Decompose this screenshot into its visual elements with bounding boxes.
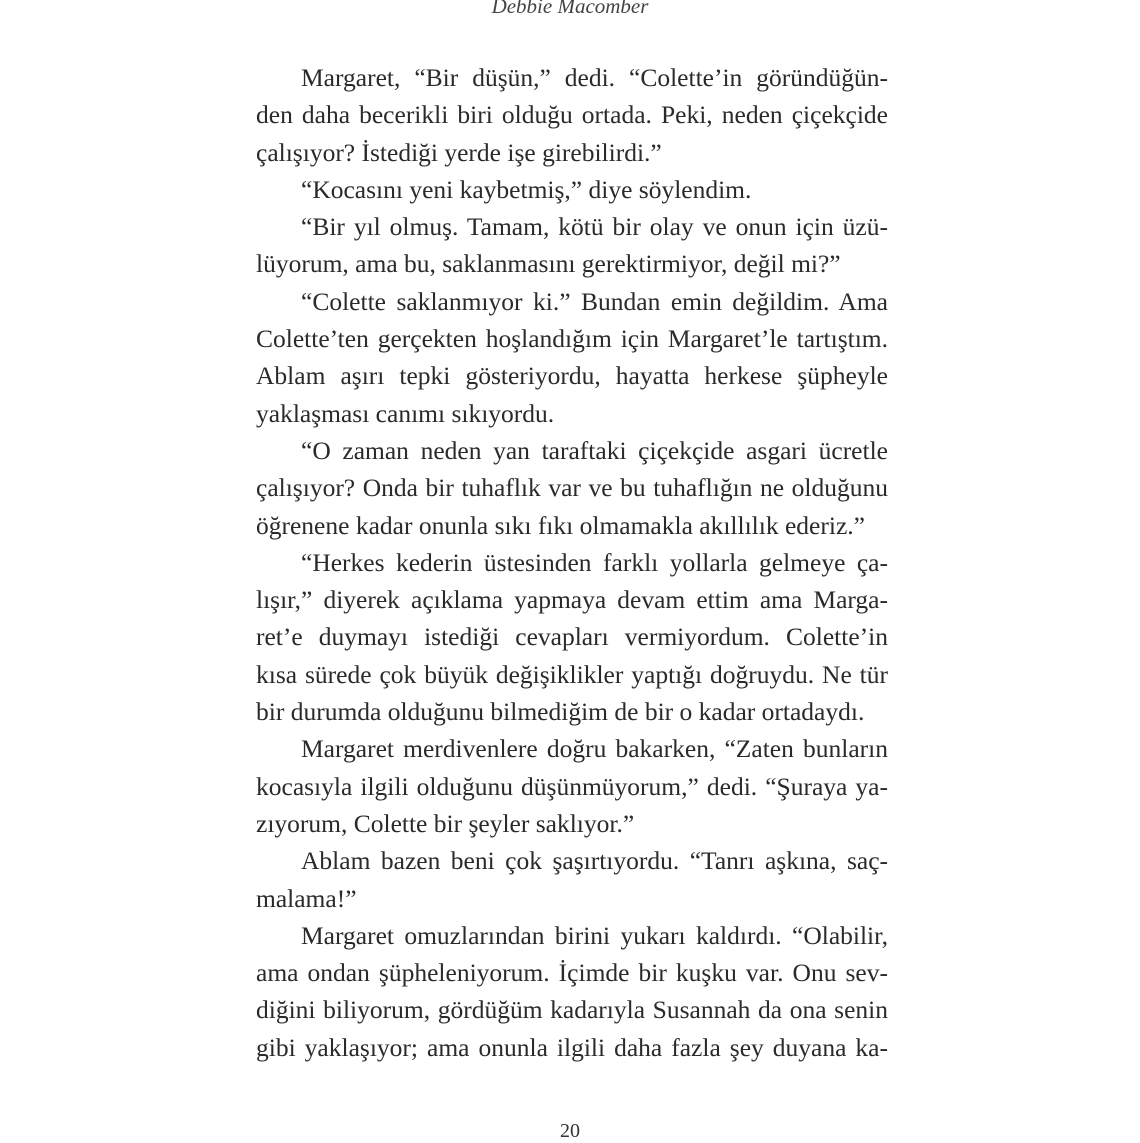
paragraph	[256, 730, 888, 842]
paragraph	[256, 59, 888, 171]
text-line: öğrenene kadar onunla sıkı fıkı olmamakla akıllılık ederiz.”	[256, 510, 865, 540]
text-line: Margaret omuzlarından birini yukarı kaldırdı. “Olabilir,	[301, 920, 888, 950]
text-line: “Bir yıl olmuş. Tamam, kötü bir olay ve onun için üzü-	[301, 212, 888, 242]
text-line: bir durumda olduğunu bilmediğim de bir o kadar ortadaydı.	[256, 697, 865, 727]
text-line: çalışıyor? Onda bir tuhaflık var ve bu tuhaflığın ne olduğunu	[256, 473, 888, 503]
text-line: kocasıyla ilgili olduğunu düşünmüyorum,” dedi. “Şuraya ya-	[256, 771, 888, 801]
page-number: 20	[560, 1120, 580, 1142]
text-line: Ablam aşırı tepki gösteriyordu, hayatta herkese şüpheyle	[256, 361, 888, 391]
paragraph	[256, 917, 888, 1066]
text-line: “Kocasını yeni kaybetmiş,” diye söylendim.	[301, 174, 752, 204]
text-line: Margaret, “Bir düşün,” dedi. “Colette’in göründüğün-	[301, 63, 888, 92]
paragraph	[256, 283, 888, 432]
text-line: çalışıyor? İstediği yerde işe girebilirdi.”	[256, 137, 662, 167]
text-line: gibi yaklaşıyor; ama onunla ilgili daha fazla şey duyana ka-	[256, 1032, 888, 1062]
text-line: yaklaşması canımı sıkıyordu.	[256, 398, 555, 428]
text-line: zıyorum, Colette bir şeyler saklıyor.”	[256, 808, 635, 838]
text-line: diğini biliyorum, gördüğüm kadarıyla Susannah da ona senin	[256, 995, 888, 1025]
text-line: den daha becerikli biri olduğu ortada. Peki, neden çiçekçide	[256, 100, 888, 130]
paragraph	[256, 842, 888, 917]
text-line: ret’e duymayı istediği cevapları vermiyordum. Colette’in	[256, 622, 888, 652]
text-line: lüyorum, ama bu, saklanmasını gerektirmiyor, değil mi?”	[256, 249, 841, 279]
running-header: Debbie Macomber	[491, 0, 649, 18]
text-line: lışır,” diyerek açıklama yapmaya devam ettim ama Marga-	[256, 585, 888, 615]
text-line: “Colette saklanmıyor ki.” Bundan emin değildim. Ama	[301, 286, 888, 316]
text-line: ama ondan şüpheleniyorum. İçimde bir kuşku var. Onu sev-	[256, 958, 888, 988]
paragraph	[256, 432, 888, 544]
text-line: Ablam bazen beni çok şaşırtıyordu. “Tanrı aşkına, saç-	[301, 846, 888, 876]
text-line: malama!”	[256, 883, 357, 913]
text-line: Colette’ten gerçekten hoşlandığım için Margaret’le tartıştım.	[256, 324, 888, 354]
text-line: Margaret merdivenlere doğru bakarken, “Zaten bunların	[301, 734, 888, 764]
paragraph	[256, 544, 888, 730]
text-line: “O zaman neden yan taraftaki çiçekçide asgari ücretle	[301, 435, 888, 465]
paragraph	[256, 171, 888, 208]
page-body-text	[256, 59, 888, 1066]
text-line: “Herkes kederin üstesinden farklı yollarla gelmeye ça-	[301, 547, 888, 577]
paragraph	[256, 208, 888, 283]
text-line: kısa sürede çok büyük değişiklikler yaptığı doğruydu. Ne tür	[256, 659, 888, 689]
